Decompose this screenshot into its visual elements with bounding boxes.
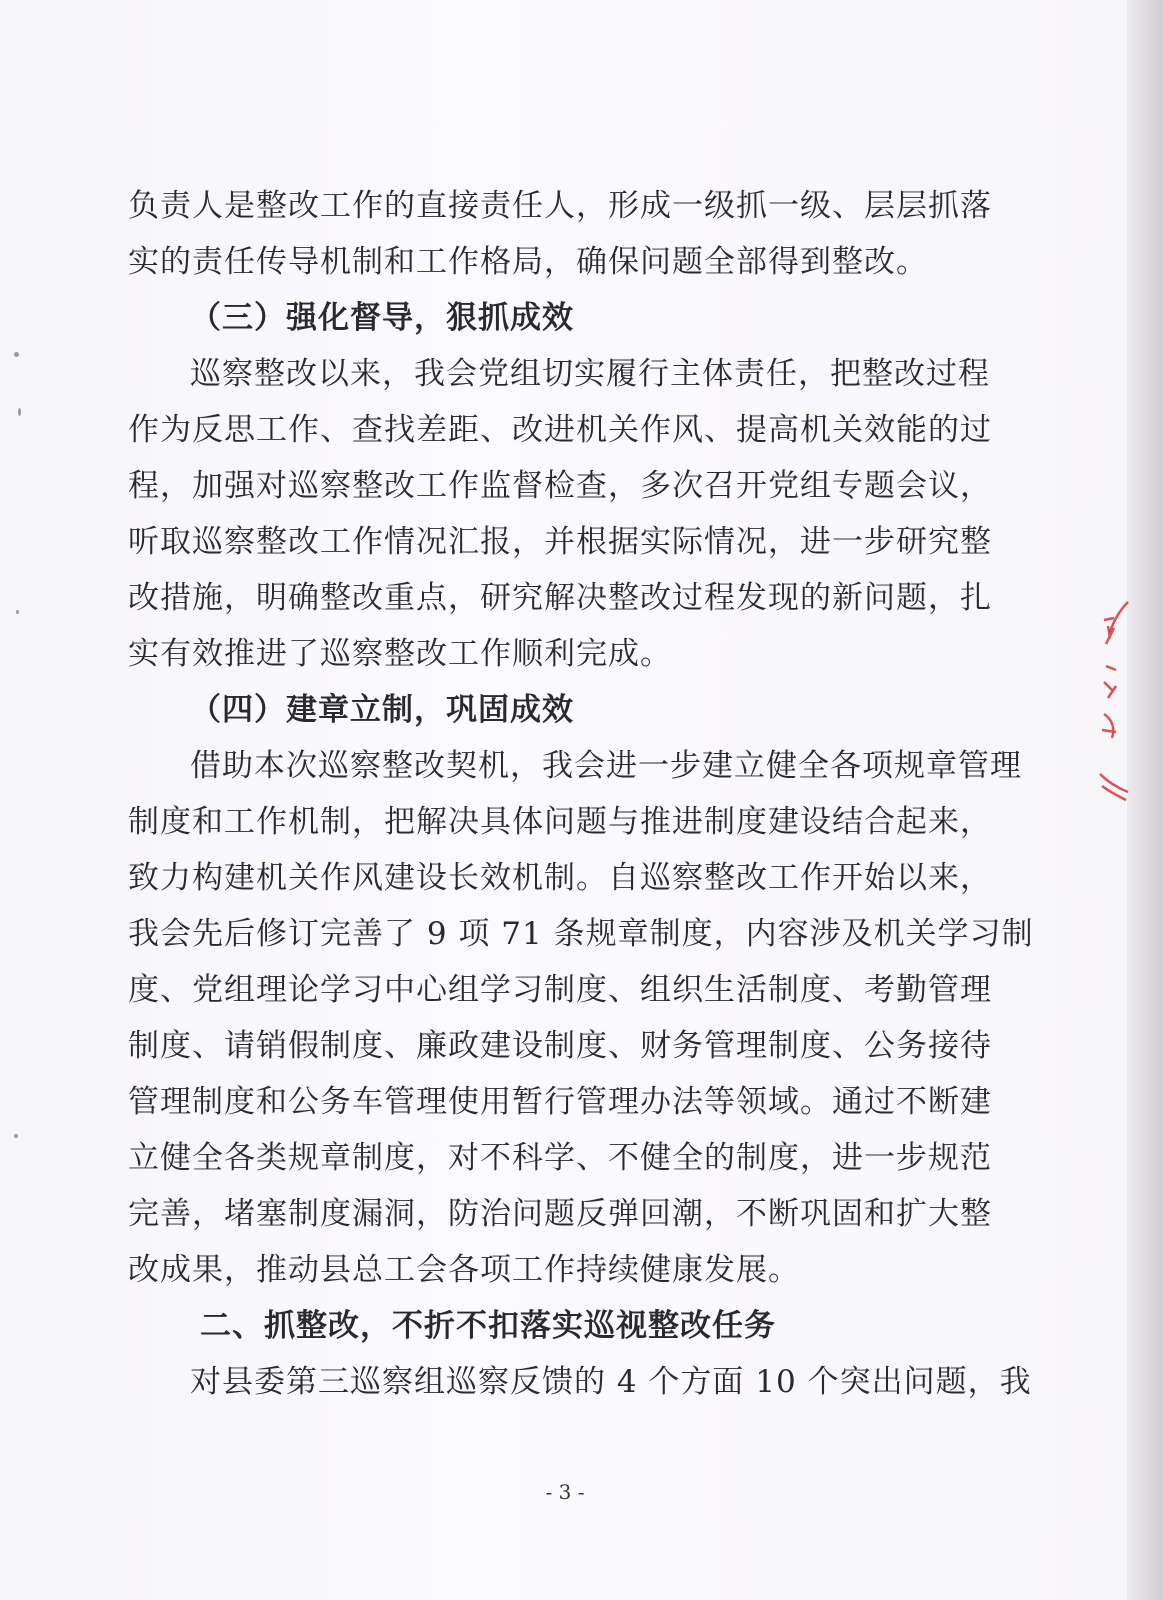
subsection-heading-3: （三）强化督导，狠抓成效	[190, 300, 574, 336]
body-line: 管理制度和公务车管理使用暂行管理办法等领域。通过不断建	[128, 1084, 992, 1120]
document-body	[128, 178, 1034, 1410]
scan-speck	[14, 1134, 18, 1138]
body-line: 实有效推进了巡察整改工作顺利完成。	[128, 636, 672, 672]
body-line: 实的责任传导机制和工作格局，确保问题全部得到整改。	[128, 244, 928, 280]
body-line: 立健全各类规章制度，对不科学、不健全的制度，进一步规范	[128, 1140, 992, 1176]
red-seal-stamp-fragment	[1098, 598, 1138, 808]
body-line: 负责人是整改工作的直接责任人，形成一级抓一级、层层抓落	[128, 188, 992, 224]
body-line: 对县委第三巡察组巡察反馈的 4 个方面 10 个突出问题，我	[190, 1364, 1032, 1400]
body-line: 巡察整改以来，我会党组切实履行主体责任，把整改过程	[190, 356, 990, 392]
body-line: 制度、请销假制度、廉政建设制度、财务管理制度、公务接待	[128, 1028, 992, 1064]
page-number: - 3 -	[545, 1480, 585, 1504]
body-line: 改成果，推动县总工会各项工作持续健康发展。	[128, 1252, 800, 1288]
body-line: 作为反思工作、查找差距、改进机关作风、提高机关效能的过	[128, 412, 992, 448]
body-line: 改措施，明确整改重点，研究解决整改过程发现的新问题，扎	[128, 580, 992, 616]
body-line: 听取巡察整改工作情况汇报，并根据实际情况，进一步研究整	[128, 524, 992, 560]
section-heading-2: 二、抓整改，不折不扣落实巡视整改任务	[200, 1308, 776, 1344]
body-line: 度、党组理论学习中心组学习制度、组织生活制度、考勤管理	[128, 972, 992, 1008]
body-line: 完善，堵塞制度漏洞，防治问题反弹回潮，不断巩固和扩大整	[128, 1196, 992, 1232]
body-line: 制度和工作机制，把解决具体问题与推进制度建设结合起来，	[128, 804, 992, 840]
body-line: 致力构建机关作风建设长效机制。自巡察整改工作开始以来，	[128, 860, 992, 896]
body-line: 程，加强对巡察整改工作监督检查，多次召开党组专题会议，	[128, 468, 992, 504]
scan-speck	[18, 408, 21, 416]
body-line: 借助本次巡察整改契机，我会进一步建立健全各项规章管理	[190, 748, 1022, 784]
scan-speck	[14, 352, 19, 357]
subsection-heading-4: （四）建章立制，巩固成效	[190, 692, 574, 728]
scan-speck	[16, 610, 19, 614]
body-line: 我会先后修订完善了 9 项 71 条规章制度，内容涉及机关学习制	[128, 916, 1034, 952]
